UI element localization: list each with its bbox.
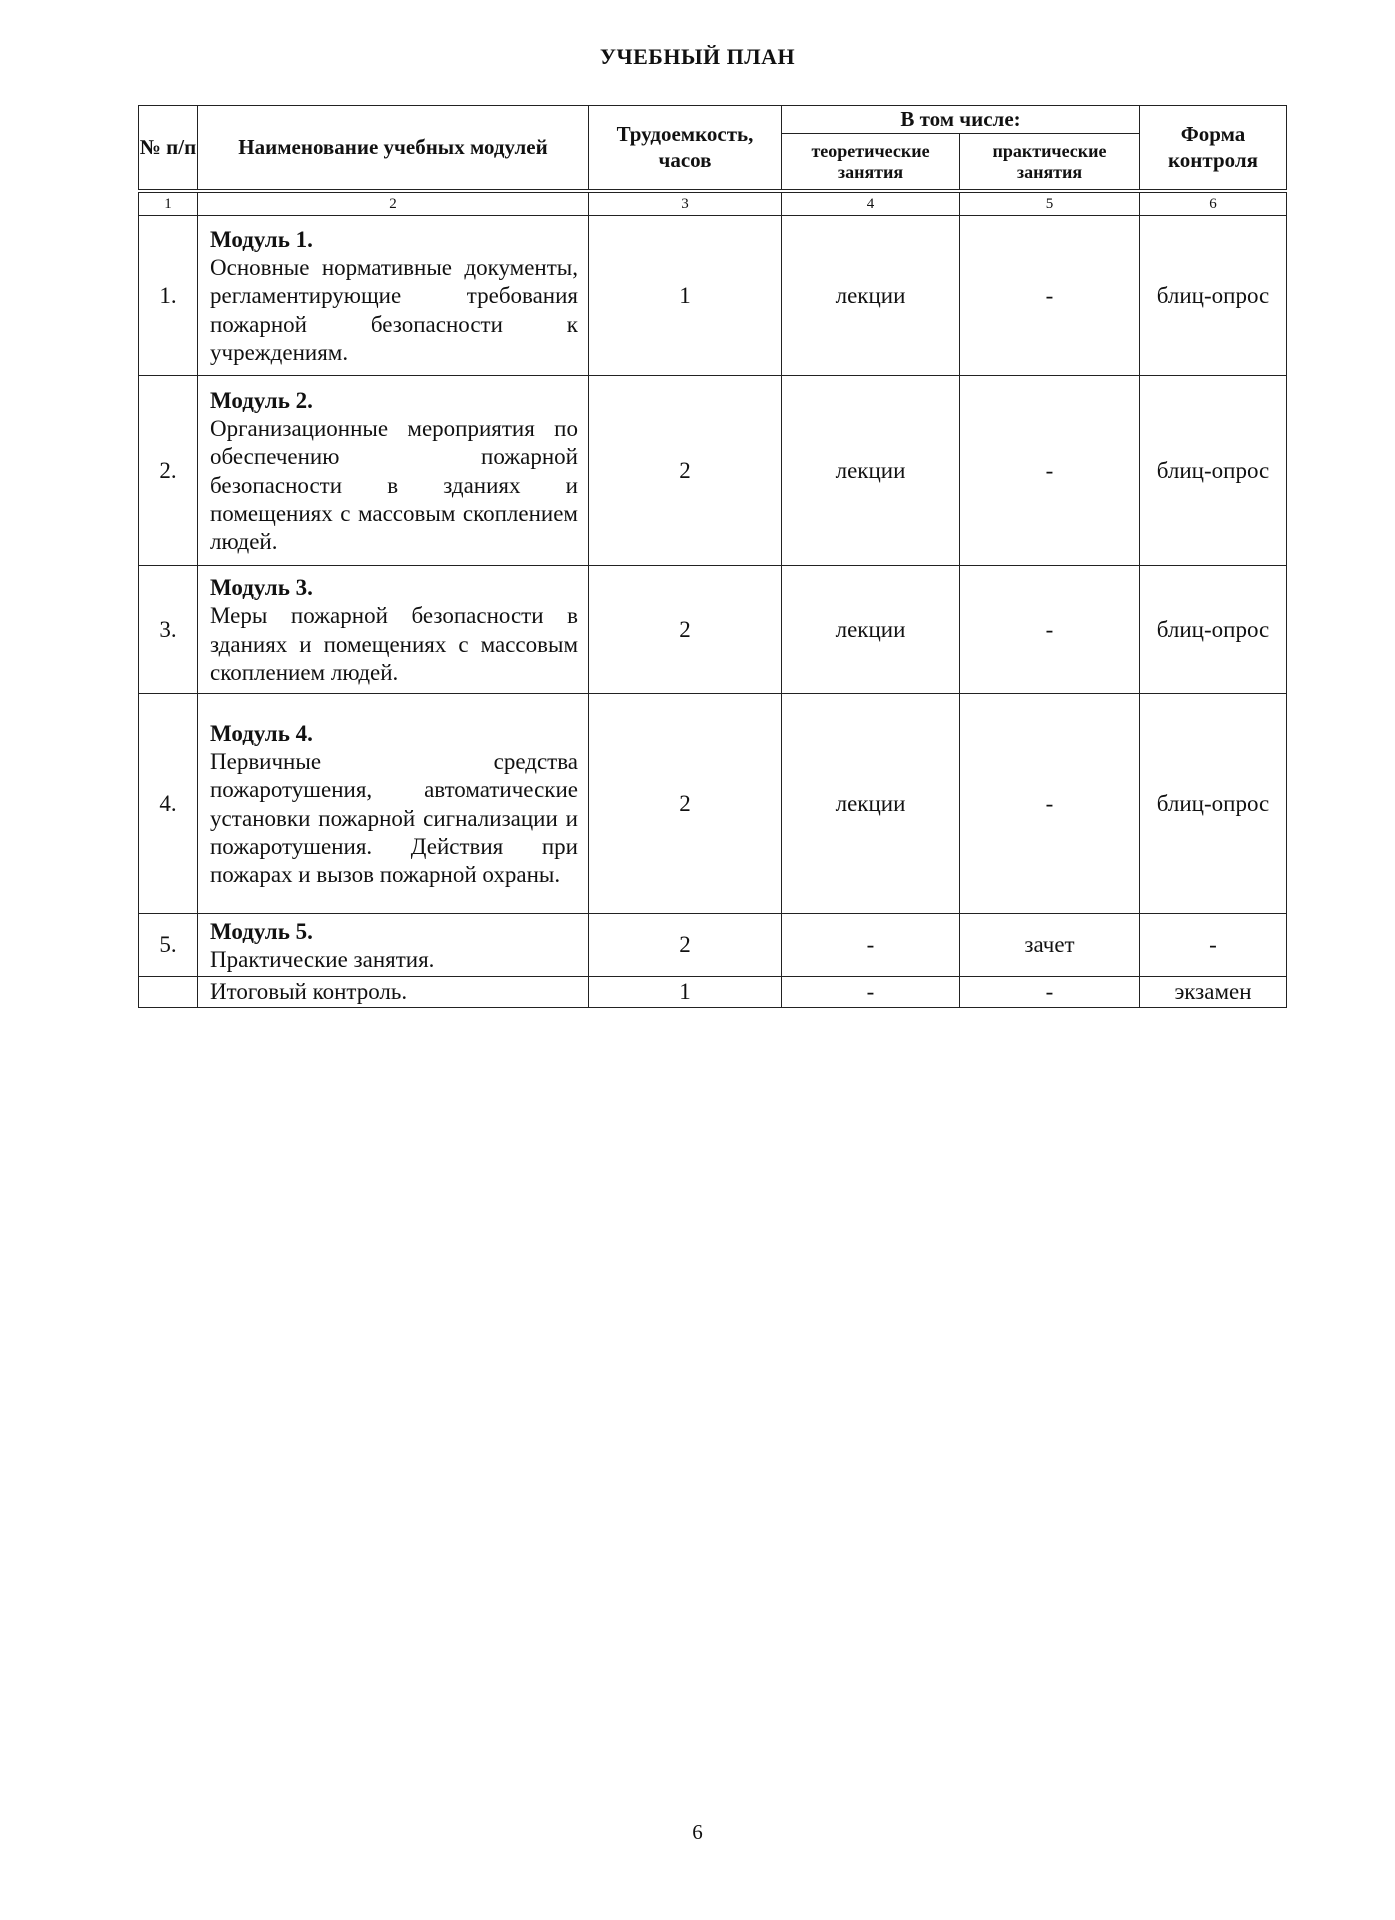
page-number: 6 — [692, 1820, 703, 1844]
theory-cell: лекции — [782, 216, 960, 376]
practice-cell: - — [960, 566, 1140, 694]
hours-cell: 2 — [589, 914, 782, 977]
practice-cell: - — [960, 216, 1140, 376]
table-row — [139, 216, 1287, 376]
hours-cell: 1 — [589, 977, 782, 1008]
module-cell — [198, 914, 589, 977]
header-including: В том числе: — [782, 106, 1140, 134]
theory-cell: лекции — [782, 566, 960, 694]
table-row — [139, 376, 1287, 566]
module-title: Модуль 2. — [210, 388, 313, 414]
practice-cell: - — [960, 977, 1140, 1008]
row-number: 5. — [139, 914, 198, 977]
curriculum-table — [138, 105, 1287, 1008]
practice-cell: - — [960, 694, 1140, 914]
module-title: Модуль 5. — [210, 919, 313, 944]
header-name: Наименование учебных модулей — [198, 106, 589, 190]
table-row — [139, 914, 1287, 977]
module-description: Основные нормативные документы, регламентирующие требования пожарной безопасности к учреждениям. — [210, 255, 578, 365]
practice-cell: зачет — [960, 914, 1140, 977]
page-title: УЧЕБНЫЙ ПЛАН — [599, 44, 796, 69]
control-cell: - — [1140, 914, 1287, 977]
header-theory: теоретические занятия — [782, 134, 960, 190]
theory-cell: лекции — [782, 694, 960, 914]
row-number: 4. — [139, 694, 198, 914]
module-cell — [198, 216, 589, 376]
practice-cell: - — [960, 376, 1140, 566]
row-number: 3. — [139, 566, 198, 694]
row-number: 2. — [139, 376, 198, 566]
column-number: 3 — [589, 193, 782, 216]
column-number: 6 — [1140, 193, 1287, 216]
final-control-label: Итоговый контроль. — [198, 977, 589, 1008]
hours-cell: 2 — [589, 376, 782, 566]
column-number: 4 — [782, 193, 960, 216]
control-cell: блиц-опрос — [1140, 376, 1287, 566]
row-number — [139, 977, 198, 1008]
control-cell: экзамен — [1140, 977, 1287, 1008]
module-cell — [198, 566, 589, 694]
theory-cell: лекции — [782, 376, 960, 566]
module-title: Модуль 1. — [210, 227, 313, 253]
table-row — [139, 694, 1287, 914]
control-cell: блиц-опрос — [1140, 216, 1287, 376]
module-title: Модуль 3. — [210, 575, 313, 601]
final-control-row — [139, 977, 1287, 1008]
module-cell — [198, 694, 589, 914]
module-description: Практические занятия. — [210, 947, 435, 973]
theory-cell: - — [782, 977, 960, 1008]
header-hours: Трудоемкость, часов — [589, 106, 782, 190]
header-practice: практические занятия — [960, 134, 1140, 190]
hours-cell: 1 — [589, 216, 782, 376]
column-number: 5 — [960, 193, 1140, 216]
control-cell: блиц-опрос — [1140, 694, 1287, 914]
module-description: Организационные мероприятия по обеспечению пожарной безопасности в зданиях и помещениях с массовым скоплением людей. — [210, 416, 578, 554]
module-description: Первичные средства пожаротушения, автоматические установки пожарной сигнализации и пожаротушения. Действия при пожарах и вызов пожарной охраны. — [210, 749, 578, 887]
module-title: Модуль 4. — [210, 721, 313, 747]
column-number: 1 — [139, 193, 198, 216]
control-cell: блиц-опрос — [1140, 566, 1287, 694]
theory-cell: - — [782, 914, 960, 977]
header-num: № п/п — [139, 106, 198, 190]
header-control: Форма контроля — [1140, 106, 1287, 190]
table-row — [139, 566, 1287, 694]
module-cell — [198, 376, 589, 566]
column-number-row — [139, 193, 1287, 216]
row-number: 1. — [139, 216, 198, 376]
hours-cell: 2 — [589, 694, 782, 914]
column-number: 2 — [198, 193, 589, 216]
hours-cell: 2 — [589, 566, 782, 694]
module-description: Меры пожарной безопасности в зданиях и помещениях с массовым скоплением людей. — [210, 603, 578, 685]
curriculum-table-wrapper — [138, 105, 1286, 1008]
